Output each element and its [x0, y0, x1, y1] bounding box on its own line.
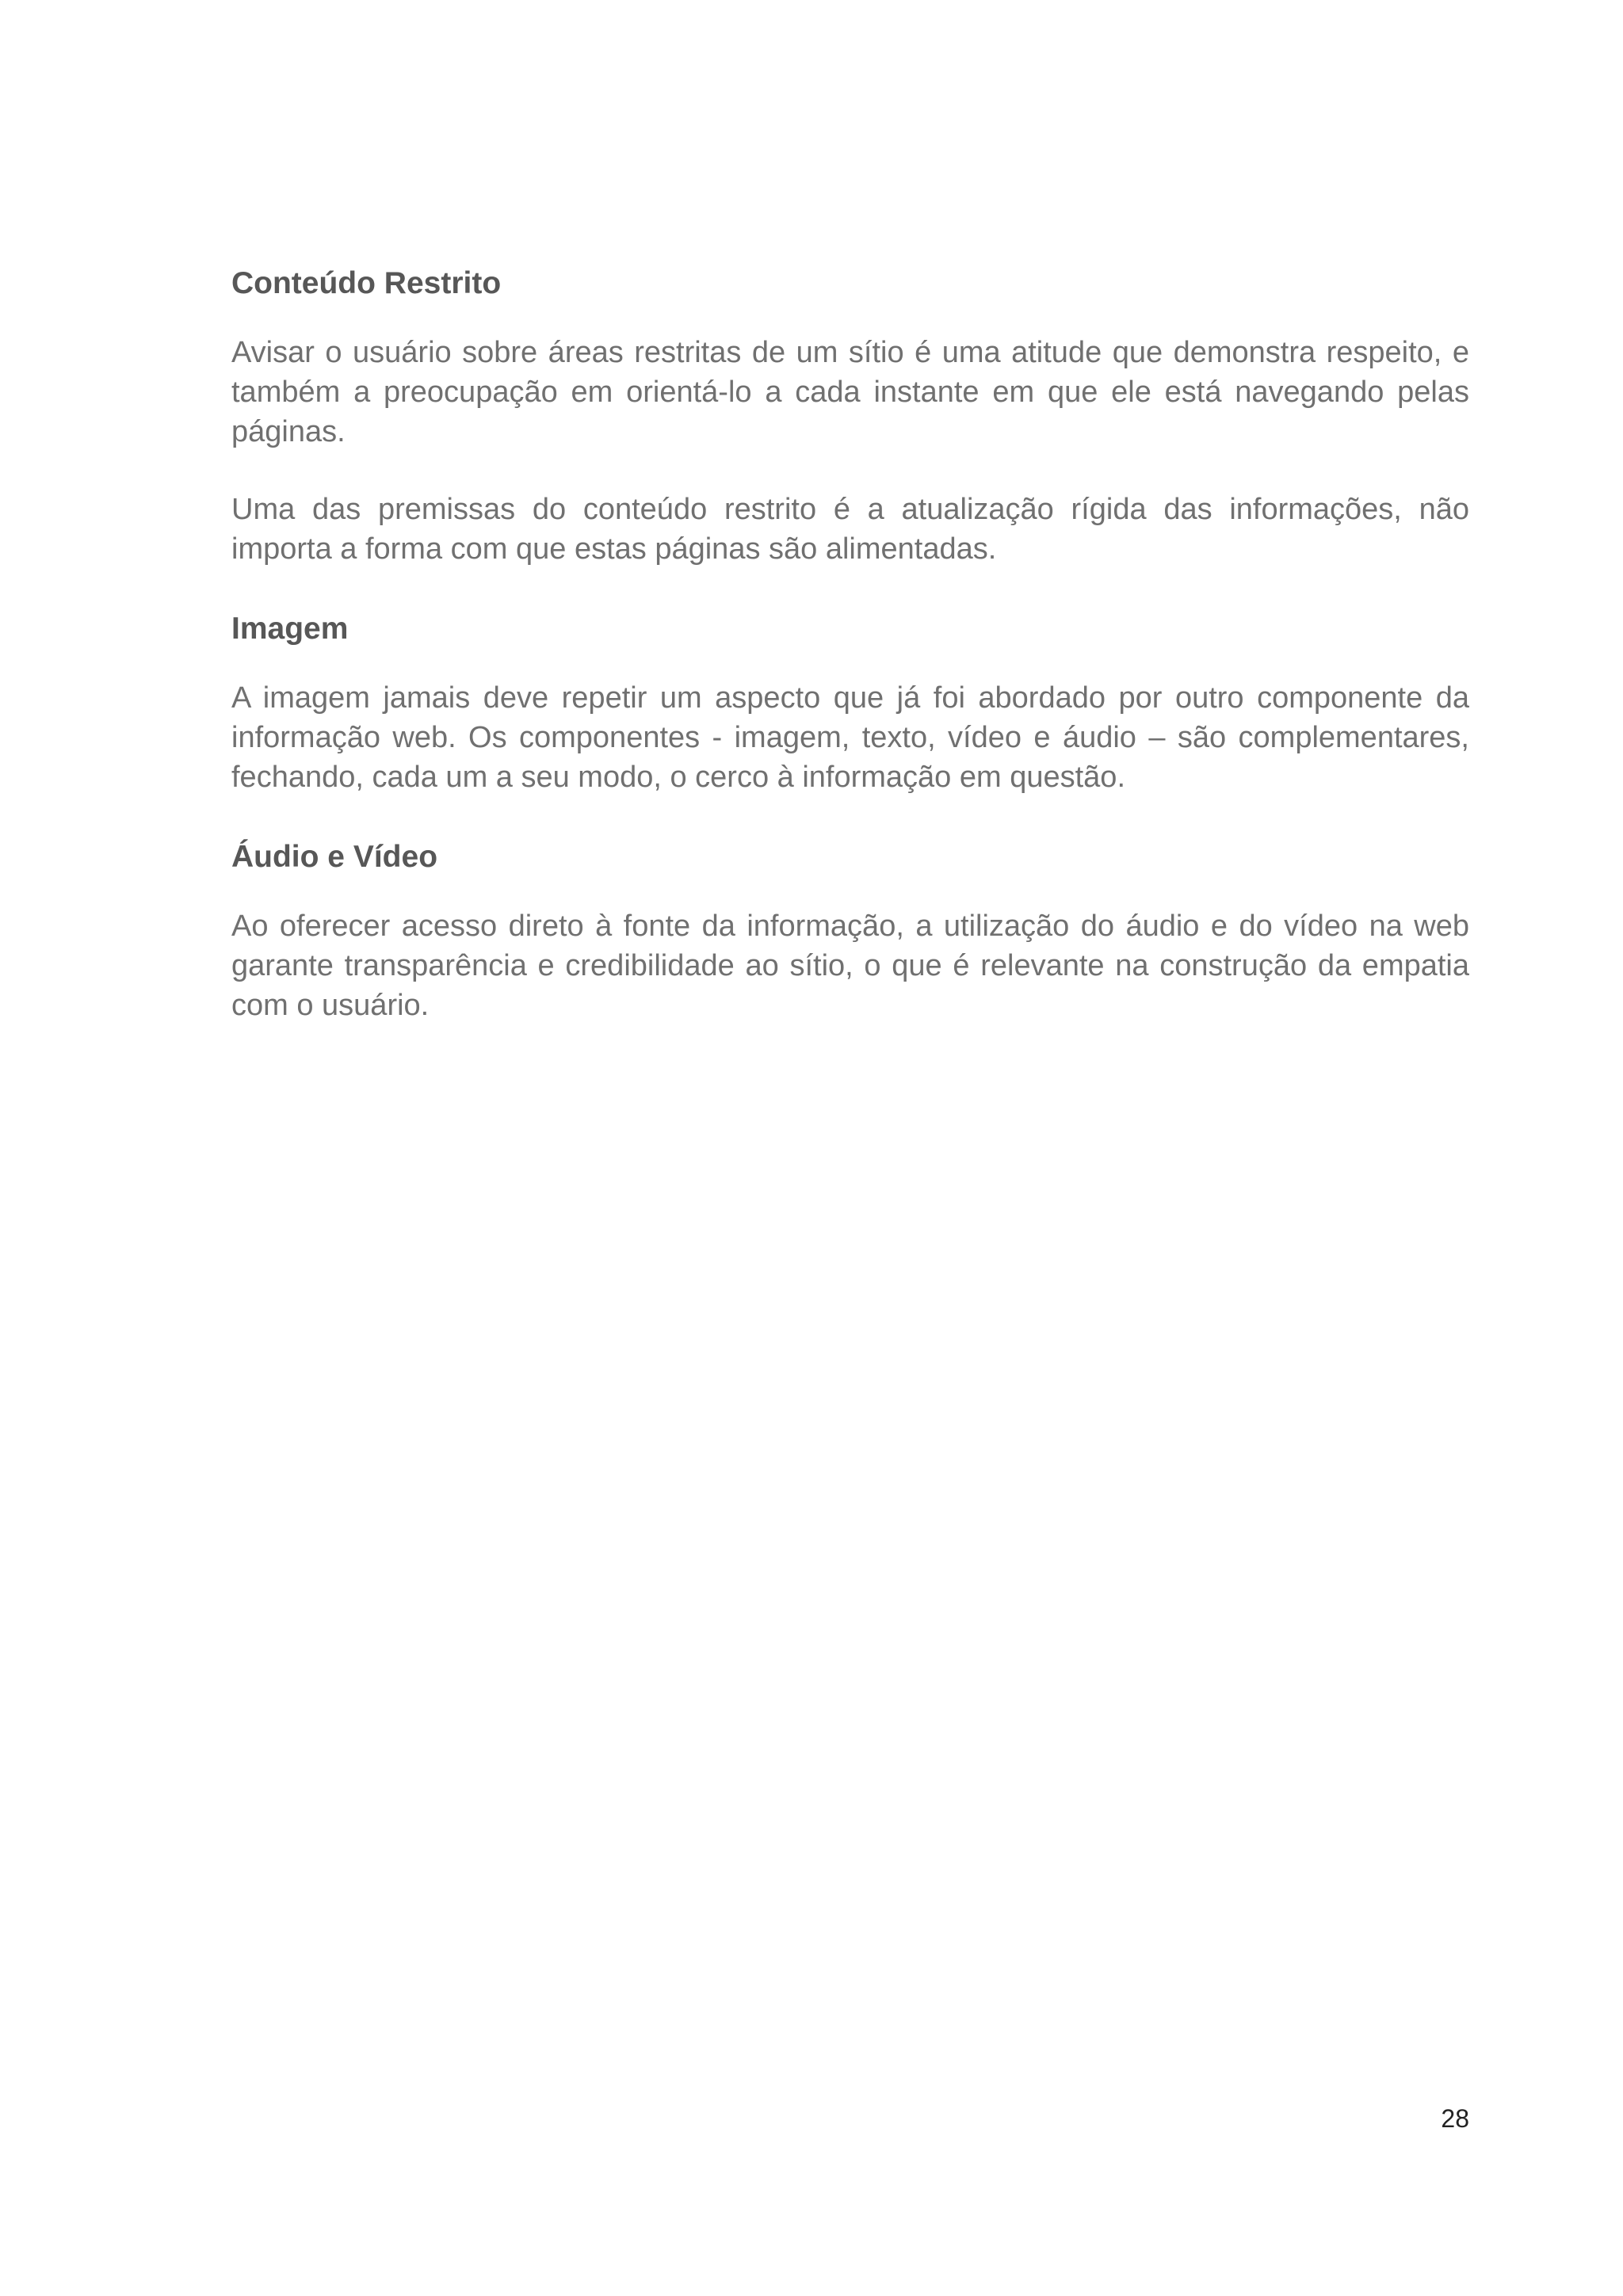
page-content [231, 261, 1469, 1025]
section-heading-imagem: Imagem [231, 612, 349, 646]
section-heading-conteudo-restrito: Conteúdo Restrito [231, 266, 502, 300]
paragraph-imagem-1: A imagem jamais deve repetir um aspecto que já foi abordado por outro componente da informação web. Os componentes - imagem, texto, vídeo e áudio – são complementares, fechando, cada um a seu modo, o cerco à informação em questão. [231, 681, 1469, 794]
paragraph-conteudo-restrito-1: Avisar o usuário sobre áreas restritas de um sítio é uma atitude que demonstra respeito, e também a preocupação em orientá-lo a cada instante em que ele está navegando pelas páginas. [231, 336, 1469, 448]
section-heading-audio-video: Áudio e Vídeo [231, 840, 438, 874]
paragraph-audio-video-1: Ao oferecer acesso direto à fonte da informação, a utilização do áudio e do vídeo na web garante transparência e credibilidade ao sítio, o que é relevante na construção da empatia com o usuário. [231, 910, 1469, 1022]
paragraph-conteudo-restrito-2: Uma das premissas do conteúdo restrito é a atualização rígida das informações, não importa a forma com que estas páginas são alimentadas. [231, 493, 1469, 566]
page-number: 28 [1441, 2104, 1469, 2133]
